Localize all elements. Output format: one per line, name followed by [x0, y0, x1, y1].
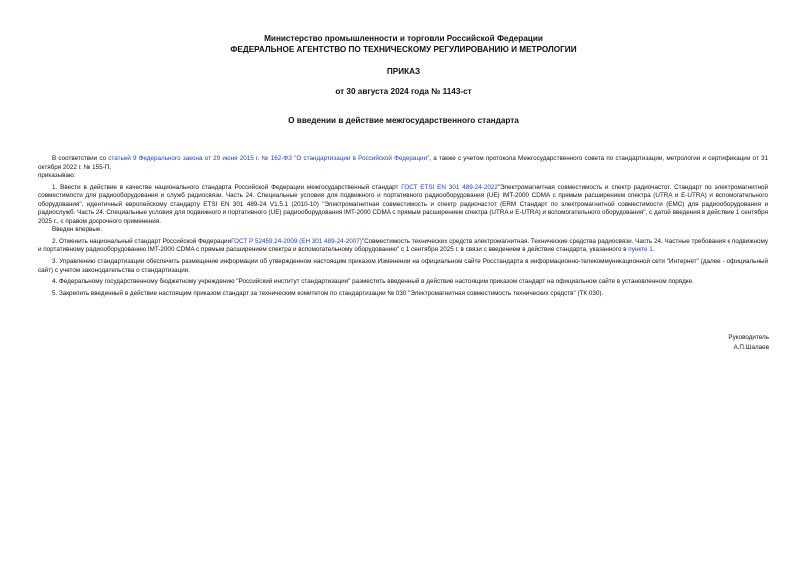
- item-2-text: "Совместимость технических средств электромагнитная. Технические средства радиосвязи. Часть 24. Частные требования к подвижному и портативному радиооборудованию IMT-2000 CDMA с прямым расширением спектра и вспомогательному оборудованию" с 1 сентября 2025 г. в связи с введением в действие стандарта, указанного в: [38, 237, 768, 254]
- order-word: приказываю:: [38, 172, 76, 180]
- point-1-link[interactable]: пункте 1: [628, 246, 653, 254]
- item-1-text: 1. Ввести в действие в качестве национального стандарта Российской Федерации межгосударственный стандарт: [52, 183, 402, 191]
- gost-etsi-link[interactable]: ГОСТ ETSI EN 301 489-24-2022: [401, 183, 498, 191]
- item-2-text: .: [652, 246, 655, 254]
- item-3-paragraph: 3. Управлению стандартизации обеспечить размещение информации об утвержденном настоящим приказом Изменении на официальном сайте Росстандарта в информационно-телекоммуникационной сети "Интернет" (далее - официальный сайт) с учетом законодательства о стандартизации.: [38, 258, 768, 274]
- signatory-title: Руководитель: [728, 334, 769, 341]
- doc-subject: О введении в действие межгосударственного стандарта: [288, 116, 519, 125]
- preamble-paragraph: [38, 155, 768, 172]
- item-1-text: "Электромагнитная совместимость и спектр радиочастот. Стандарт по электромагнитной совместимости для радиооборудования и служб радиосвязи. Часть 24. Специальные условия для подвижного и портативного радиооборудования (UE) IMT-2000 CDMA с прямым расширением спектра (UTRA и E-UTRA) и вспомогательного оборудования", идентичный европейскому стандарту ETSI EN 301 489-24 V1.5.1 (2010-10) "Электромагнитная совместимость и спектр радиочастот (ERM Стандарт по электромагнитной совместимости (EMC) для радиооборудования и радиослужб. Часть 24. Специальные условия для подвижного и портативного (UE) радиооборудования IMT-2000 CDMA с прямым расширением спектра (UTRA и E-UTRA) и вспомогательного оборудования", с датой введения в действие 1 сентября 2025 г., с правом досрочного применения.: [38, 183, 768, 225]
- doc-type-title: ПРИКАЗ: [386, 67, 421, 76]
- item-2-text: 2. Отменить национальный стандарт Российской Федерации: [52, 237, 232, 245]
- item-4-paragraph: 4. Федеральному государственному бюджетному учреждению "Российский институт стандартизации" разместить введенный в действие настоящим приказом стандарт на официальном сайте в установленном порядке.: [52, 278, 694, 286]
- preamble-text: , а также с учетом протокола Межгосударственного совета по стандартизации, метрологии и сертификации от 31 октября 2022 г. № 155-П,: [38, 155, 768, 171]
- preamble-text: В соответствии со: [52, 155, 109, 162]
- signatory-name: А.П.Шалаев: [733, 344, 769, 351]
- gost-r-link[interactable]: ГОСТ Р 52459.24-2009 (ЕН 301 489-24-2007): [231, 237, 362, 245]
- item-2-paragraph: [38, 238, 768, 255]
- agency-name: ФЕДЕРАЛЬНОЕ АГЕНТСТВО ПО ТЕХНИЧЕСКОМУ РЕГУЛИРОВАНИЮ И МЕТРОЛОГИИ: [230, 45, 577, 54]
- document-body: [38, 155, 768, 298]
- doc-date-number: от 30 августа 2024 года № 1143-ст: [335, 87, 472, 96]
- federal-law-link[interactable]: статьей 9 Федерального закона от 29 июня 2015 г. № 162-ФЗ "О стандартизации в Российской Федерации": [108, 155, 430, 162]
- item-5-paragraph: 5. Закрепить введенный в действие настоящим приказом стандарт за техническим комитетом по стандартизации № 030 "Электромагнитная совместимость технических средств" (ТК 030).: [52, 289, 604, 297]
- item-1-paragraph: [38, 184, 768, 227]
- item-1-note: Введен впервые.: [52, 226, 103, 234]
- ministry-name: Министерство промышленности и торговли Российской Федерации: [264, 34, 543, 43]
